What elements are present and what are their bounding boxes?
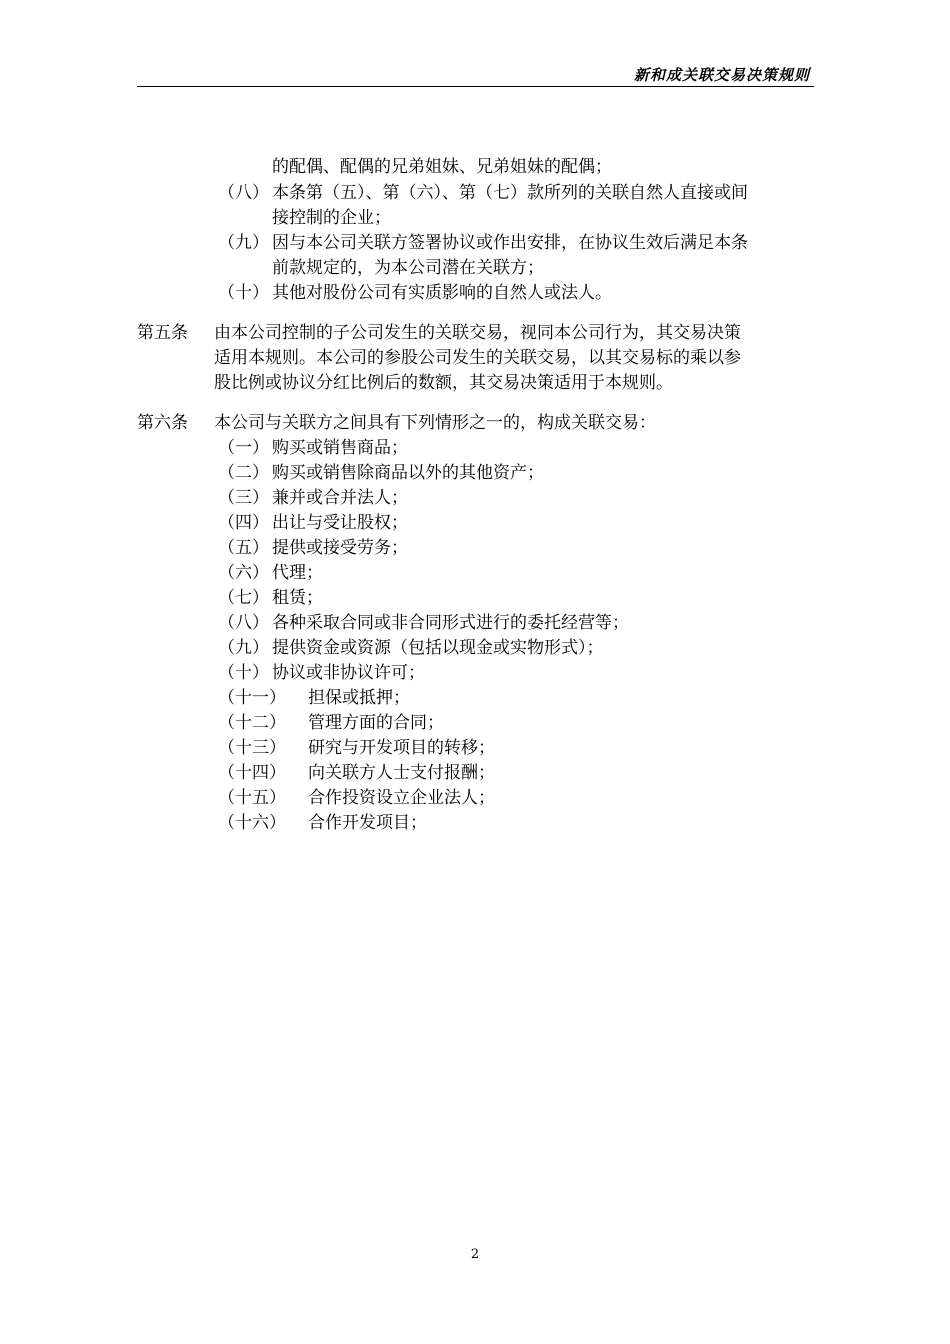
item-10-line-1: 其他对股份公司有实质影响的自然人或法人。: [272, 283, 612, 303]
article-5-label: 第五条: [137, 323, 188, 343]
list-item-marker: （四）: [218, 513, 269, 533]
list-item-text: 提供资金或资源（包括以现金或实物形式）；: [272, 638, 604, 658]
item-9-marker: （九）: [218, 233, 269, 253]
item-8-marker: （八）: [218, 183, 269, 203]
article-5-line-3: 股比例或协议分红比例后的数额，其交易决策适用于本规则。: [214, 373, 673, 393]
list-item-text: 购买或销售商品；: [272, 438, 408, 458]
list-item-text: 合作投资设立企业法人；: [308, 788, 495, 808]
header-title: 新和成关联交易决策规则: [633, 66, 810, 84]
list-item-marker: （十四）: [218, 763, 286, 783]
list-item-marker: （三）: [218, 488, 269, 508]
page-number: 2: [470, 1247, 480, 1262]
item-10-marker: （十）: [218, 283, 269, 303]
list-item-text: 各种采取合同或非合同形式进行的委托经营等；: [272, 613, 629, 633]
list-item-text: 协议或非协议许可；: [272, 663, 425, 683]
list-item-marker: （十五）: [218, 788, 286, 808]
item-8-line-1: 本条第（五）、第（六）、第（七）款所列的关联自然人直接或间: [272, 183, 748, 203]
article-6-intro: 本公司与关联方之间具有下列情形之一的，构成关联交易：: [214, 413, 656, 433]
list-item-marker: （八）: [218, 613, 269, 633]
article-5-line-1: 由本公司控制的子公司发生的关联交易，视同本公司行为，其交易决策: [214, 323, 741, 343]
list-item-text: 提供或接受劳务；: [272, 538, 408, 558]
article-5-line-2: 适用本规则。本公司的参股公司发生的关联交易，以其交易标的乘以参: [214, 348, 741, 368]
list-item-marker: （十三）: [218, 738, 286, 758]
list-item-text: 出让与受让股权；: [272, 513, 408, 533]
item-9-line-1: 因与本公司关联方签署协议或作出安排，在协议生效后满足本条: [272, 233, 748, 253]
list-item-marker: （一）: [218, 438, 269, 458]
list-item-text: 担保或抵押；: [308, 688, 410, 708]
list-item-marker: （十）: [218, 663, 269, 683]
item-7-continuation: 的配偶、配偶的兄弟姐妹、兄弟姐妹的配偶；: [272, 157, 612, 177]
list-item-marker: （六）: [218, 563, 269, 583]
list-item-text: 管理方面的合同；: [308, 713, 444, 733]
list-item-marker: （十一）: [218, 688, 286, 708]
list-item-marker: （五）: [218, 538, 269, 558]
list-item-marker: （十六）: [218, 813, 286, 833]
list-item-text: 合作开发项目；: [308, 813, 427, 833]
list-item-marker: （九）: [218, 638, 269, 658]
item-9-line-2: 前款规定的，为本公司潜在关联方；: [272, 258, 544, 278]
list-item-marker: （二）: [218, 463, 269, 483]
list-item-text: 研究与开发项目的转移；: [308, 738, 495, 758]
list-item-text: 购买或销售除商品以外的其他资产；: [272, 463, 544, 483]
list-item-marker: （七）: [218, 588, 269, 608]
list-item-marker: （十二）: [218, 713, 286, 733]
item-8-line-2: 接控制的企业；: [272, 208, 391, 228]
page-header: [137, 64, 814, 87]
list-item-text: 向关联方人士支付报酬；: [308, 763, 495, 783]
list-item-text: 代理；: [272, 563, 323, 583]
list-item-text: 兼并或合并法人；: [272, 488, 408, 508]
list-item-text: 租赁；: [272, 588, 323, 608]
article-6-label: 第六条: [137, 413, 188, 433]
